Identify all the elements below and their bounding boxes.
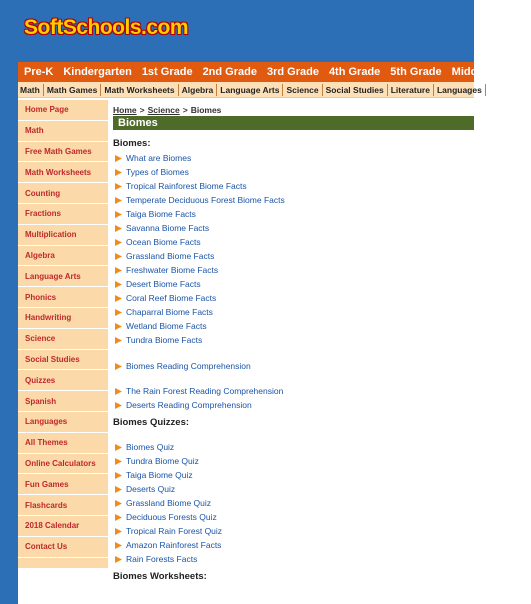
breadcrumb-separator: > — [182, 104, 188, 115]
subject-nav — [18, 82, 482, 98]
list-item[interactable] — [113, 468, 474, 482]
orange-arrow-icon — [115, 388, 122, 395]
breadcrumb-science[interactable]: Science — [147, 104, 180, 115]
link-label[interactable]: Deciduous Forests Quiz — [126, 512, 217, 522]
list-item[interactable] — [113, 165, 474, 179]
site-logo[interactable]: SoftSchools.com — [24, 16, 189, 39]
list-item[interactable] — [113, 277, 474, 291]
link-label[interactable]: Amazon Rainforest Facts — [126, 540, 222, 550]
list-item[interactable] — [113, 440, 474, 454]
sidebar-item[interactable]: All Themes — [18, 433, 108, 454]
grade-nav-item[interactable]: 3rd Grade — [266, 66, 319, 78]
link-label[interactable]: Grassland Biome Facts — [126, 251, 215, 261]
orange-arrow-icon — [115, 556, 122, 563]
orange-arrow-icon — [115, 309, 122, 316]
biome-links-list — [113, 151, 474, 347]
orange-arrow-icon — [115, 253, 122, 260]
orange-arrow-icon — [115, 323, 122, 330]
list-item[interactable] — [113, 179, 474, 193]
link-label[interactable]: Deserts Reading Comprehension — [126, 400, 252, 410]
orange-arrow-icon — [115, 402, 122, 409]
sidebar-item[interactable]: Flashcards — [18, 495, 108, 516]
subject-nav-item[interactable]: Languages — [434, 84, 486, 96]
link-label[interactable]: Coral Reef Biome Facts — [126, 293, 217, 303]
grade-nav-item[interactable]: 5th Grade — [390, 66, 442, 78]
sidebar-item[interactable]: Counting — [18, 183, 108, 204]
site-header — [18, 0, 474, 62]
list-item[interactable] — [113, 333, 474, 347]
sidebar-item[interactable]: Spanish — [18, 391, 108, 412]
list-item[interactable] — [113, 384, 474, 398]
left-rail — [0, 0, 18, 604]
link-label[interactable]: Temperate Deciduous Forest Biome Facts — [126, 195, 285, 205]
grade-nav-item[interactable]: 4th Grade — [328, 66, 381, 78]
orange-arrow-icon — [115, 211, 122, 218]
orange-arrow-icon — [115, 197, 122, 204]
link-label[interactable]: Tundra Biome Quiz — [126, 456, 199, 466]
list-item[interactable] — [113, 398, 474, 412]
sidebar-item[interactable]: Free Math Games — [18, 142, 108, 163]
orange-arrow-icon — [115, 183, 122, 190]
grade-nav-item[interactable]: Kindergarten — [63, 66, 132, 78]
orange-arrow-icon — [115, 169, 122, 176]
sidebar-item[interactable]: Phonics — [18, 287, 108, 308]
page-title: Biomes — [113, 116, 474, 130]
grade-nav — [18, 62, 527, 82]
list-item[interactable] — [113, 496, 474, 510]
breadcrumb — [113, 103, 474, 116]
link-label[interactable]: Tropical Rainforest Biome Facts — [126, 181, 247, 191]
orange-arrow-icon — [115, 500, 122, 507]
link-label[interactable]: Chaparral Biome Facts — [126, 307, 213, 317]
sidebar-item[interactable]: Fractions — [18, 204, 108, 225]
link-label[interactable]: Taiga Biome Quiz — [126, 470, 193, 480]
link-label[interactable]: Grassland Biome Quiz — [126, 498, 212, 508]
sidebar-item[interactable]: Math Worksheets — [18, 162, 108, 183]
orange-arrow-icon — [115, 472, 122, 479]
subject-nav-item[interactable]: Literature — [388, 84, 434, 96]
sidebar-item[interactable]: Quizzes — [18, 370, 108, 391]
link-label[interactable]: What are Biomes — [126, 153, 192, 163]
list-item[interactable] — [113, 263, 474, 277]
orange-arrow-icon — [115, 528, 122, 535]
sidebar-item[interactable]: Online Calculators — [18, 454, 108, 475]
reading-links-list — [113, 384, 474, 412]
orange-arrow-icon — [115, 295, 122, 302]
link-label[interactable]: The Rain Forest Reading Comprehension — [126, 386, 284, 396]
sidebar-item[interactable]: Languages — [18, 412, 108, 433]
sidebar-item[interactable]: Science — [18, 329, 108, 350]
link-label[interactable]: Taiga Biome Facts — [126, 209, 196, 219]
link-label[interactable]: Freshwater Biome Facts — [126, 265, 219, 275]
sidebar-item[interactable]: Math — [18, 121, 108, 142]
list-item[interactable] — [113, 305, 474, 319]
subject-nav-item[interactable]: Math — [18, 84, 44, 96]
link-label[interactable]: Ocean Biome Facts — [126, 237, 201, 247]
sidebar-footer — [18, 558, 108, 568]
list-item[interactable] — [113, 454, 474, 468]
list-item[interactable] — [113, 524, 474, 538]
orange-arrow-icon — [115, 363, 122, 370]
orange-arrow-icon — [115, 267, 122, 274]
subject-nav-item[interactable]: Math Games — [44, 84, 102, 96]
link-label[interactable]: Wetland Biome Facts — [126, 321, 207, 331]
list-item[interactable] — [113, 359, 474, 373]
list-item[interactable] — [113, 510, 474, 524]
link-label[interactable]: Savanna Biome Facts — [126, 223, 210, 233]
orange-arrow-icon — [115, 239, 122, 246]
orange-arrow-icon — [115, 225, 122, 232]
link-label[interactable]: Biomes Quiz — [126, 442, 175, 452]
orange-arrow-icon — [115, 542, 122, 549]
list-item[interactable] — [113, 151, 474, 165]
list-item[interactable] — [113, 552, 474, 566]
link-label[interactable]: Types of Biomes — [126, 167, 189, 177]
link-label[interactable]: Deserts Quiz — [126, 484, 176, 494]
quizzes-heading: Biomes Quizzes: — [113, 417, 190, 428]
grade-nav-item[interactable]: Middle School — [451, 66, 527, 78]
grade-nav-item[interactable]: 1st Grade — [141, 66, 193, 78]
link-label[interactable]: Biomes Reading Comprehension — [126, 361, 251, 371]
list-item[interactable] — [113, 291, 474, 305]
orange-arrow-icon — [115, 458, 122, 465]
orange-arrow-icon — [115, 514, 122, 521]
sidebar-item[interactable]: Language Arts — [18, 266, 108, 287]
biomes-heading: Biomes: — [113, 138, 151, 149]
breadcrumb-separator: > — [139, 104, 145, 115]
link-label[interactable]: Desert Biome Facts — [126, 279, 201, 289]
list-item[interactable] — [113, 538, 474, 552]
subject-nav-item[interactable]: Language Arts — [217, 84, 283, 96]
orange-arrow-icon — [115, 281, 122, 288]
link-label[interactable]: Tundra Biome Facts — [126, 335, 203, 345]
list-item[interactable] — [113, 319, 474, 333]
sidebar-item[interactable]: Multiplication — [18, 225, 108, 246]
subject-nav-item[interactable]: Math Worksheets — [101, 84, 178, 96]
list-item[interactable] — [113, 221, 474, 235]
subject-nav-item[interactable]: Science — [283, 84, 322, 96]
sidebar-item[interactable]: Home Page — [18, 100, 108, 121]
subject-nav-item[interactable]: Social Studies — [323, 84, 388, 96]
grade-nav-item[interactable]: Pre-K — [24, 66, 54, 78]
sidebar-item[interactable]: Contact Us — [18, 537, 108, 558]
list-item[interactable] — [113, 207, 474, 221]
sidebar-item[interactable]: 2018 Calendar — [18, 516, 108, 537]
sidebar-item[interactable]: Algebra — [18, 246, 108, 267]
list-item[interactable] — [113, 193, 474, 207]
link-label[interactable]: Tropical Rain Forest Quiz — [126, 526, 223, 536]
breadcrumb-current: Biomes — [190, 104, 222, 115]
subject-nav-item[interactable]: Algebra — [179, 84, 218, 96]
grade-nav-item[interactable]: 2nd Grade — [202, 66, 257, 78]
list-item[interactable] — [113, 249, 474, 263]
quiz-links-list — [113, 440, 474, 566]
sidebar — [18, 100, 108, 568]
breadcrumb-home[interactable]: Home — [113, 104, 137, 115]
sidebar-item[interactable]: Fun Games — [18, 474, 108, 495]
orange-arrow-icon — [115, 486, 122, 493]
orange-arrow-icon — [115, 155, 122, 162]
reading-links-list — [113, 359, 474, 373]
sidebar-item[interactable]: Handwriting — [18, 308, 108, 329]
main-content — [113, 103, 474, 585]
worksheets-heading: Biomes Worksheets: — [113, 571, 207, 582]
orange-arrow-icon — [115, 444, 122, 451]
orange-arrow-icon — [115, 337, 122, 344]
list-item[interactable] — [113, 235, 474, 249]
list-item[interactable] — [113, 482, 474, 496]
link-label[interactable]: Rain Forests Facts — [126, 554, 198, 564]
sidebar-item[interactable]: Social Studies — [18, 350, 108, 371]
